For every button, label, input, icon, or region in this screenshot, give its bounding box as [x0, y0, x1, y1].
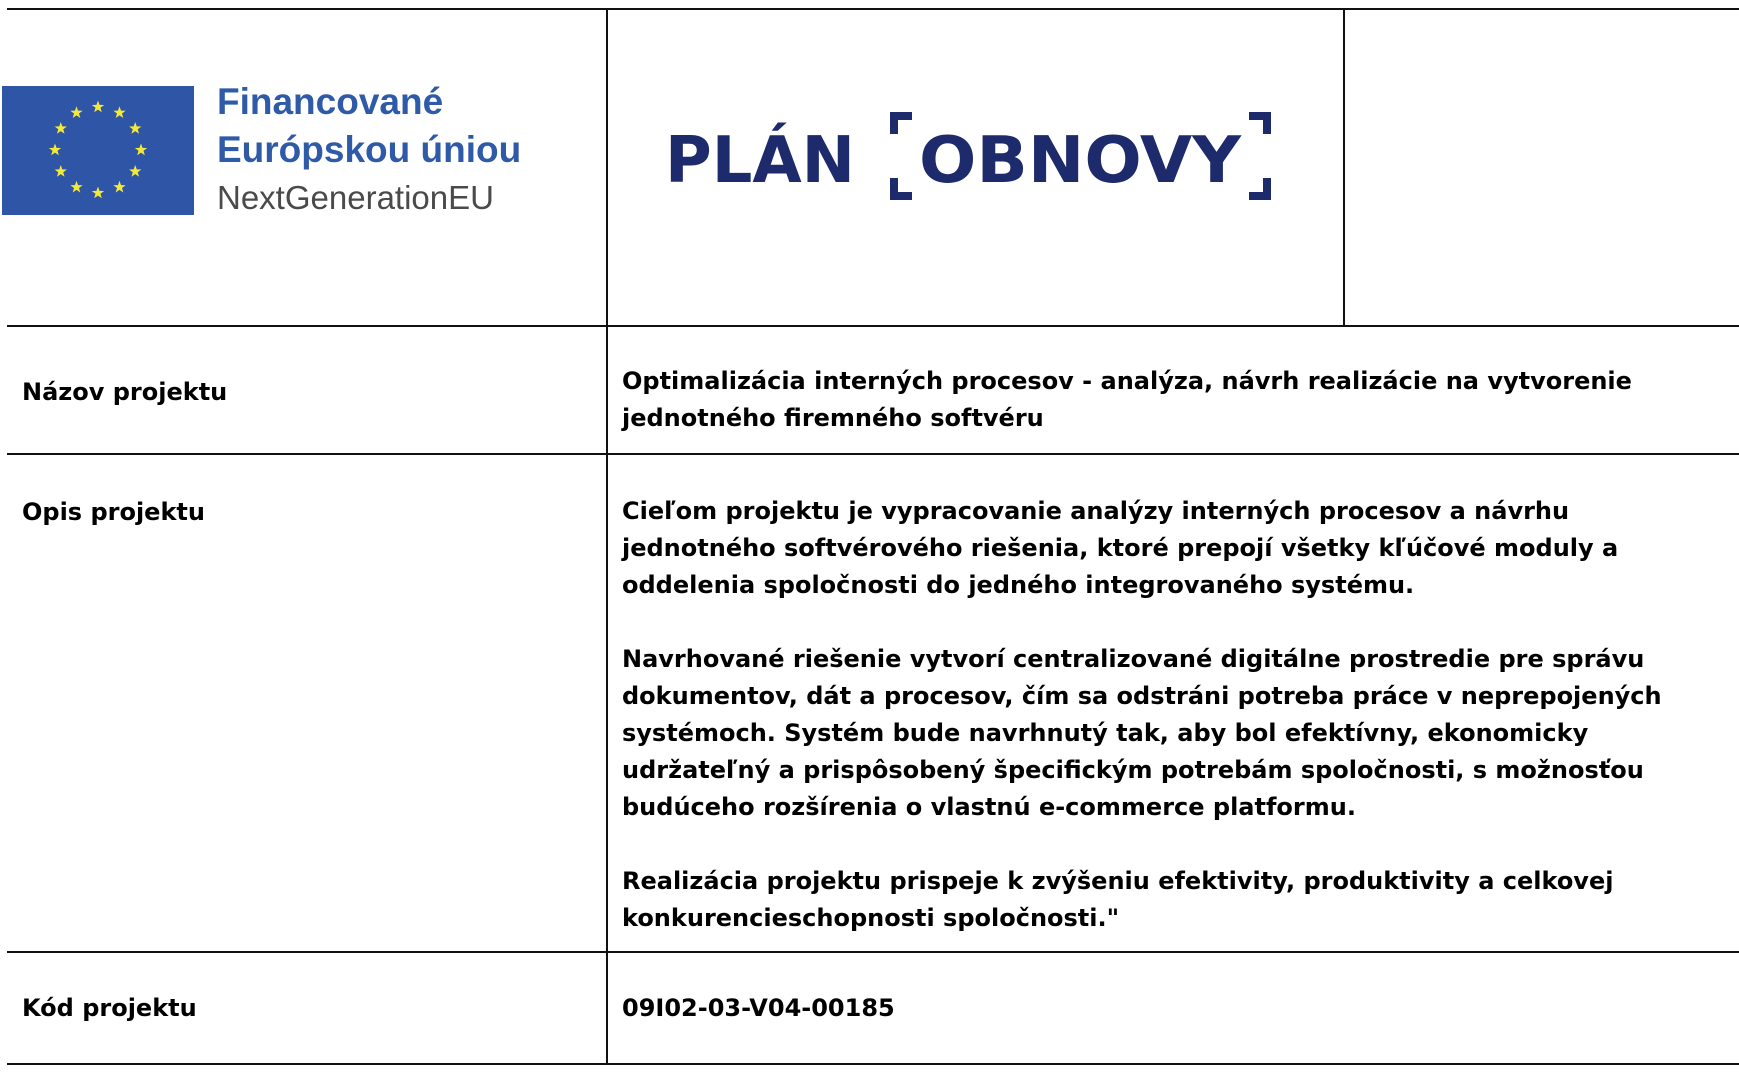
- description-paragraph-3: Realizácia projektu prispeje k zvýšeniu efektivity, produktivity a celkovej konkurencieschopnosti spoločnosti.": [622, 867, 1614, 932]
- table-top-border: [7, 8, 1739, 10]
- header-column-divider: [1343, 8, 1345, 327]
- eu-logo-line2: Európskou úniou: [217, 129, 522, 170]
- description-paragraph-1: Cieľom projektu je vypracovanie analýzy interných procesov a návrhu jednotného softvérového riešenia, ktoré prepojí všetky kľúčové moduly a oddelenia spoločnosti do jedného integrovaného systému.: [622, 497, 1619, 599]
- project-title-text: Optimalizácia interných procesov - analýza, návrh realizácie na vytvorenie jednotného firemného softvéru: [622, 367, 1632, 432]
- project-code-text: 09I02-03-V04-00185: [622, 994, 895, 1022]
- eu-logo-line1: Financované: [217, 81, 444, 122]
- row-divider-title: [7, 453, 1739, 455]
- row-divider-header: [7, 325, 1739, 327]
- plan-logo-word2: OBNOVY: [919, 124, 1242, 198]
- row-divider-description: [7, 951, 1739, 953]
- description-paragraph-2: Navrhované riešenie vytvorí centralizované digitálne prostredie pre správu dokumentov, dát a procesov, čím sa odstráni potreba práce v neprepojených systémoch. Systém bude navrhnutý tak, aby bol efektívny, ekonomicky udržateľný a prispôsobený špecifickým potrebám spoločnosti, s možnosťou budúceho rozšírenia o vlastnú e-commerce platformu.: [622, 645, 1662, 821]
- eu-logo-text: [217, 78, 521, 222]
- eu-flag-icon: [2, 86, 194, 215]
- eu-logo-line3: NextGenerationEU: [217, 179, 494, 216]
- project-description-value: [622, 493, 1722, 937]
- left-bracket-icon: [894, 116, 912, 196]
- right-bracket-icon: [1249, 116, 1267, 196]
- project-code-value: [622, 990, 1722, 1027]
- project-description-label: Opis projektu: [22, 498, 205, 526]
- project-code-label: Kód projektu: [22, 994, 197, 1022]
- project-title-value: [622, 363, 1722, 437]
- plan-obnovy-logo: [662, 110, 1282, 202]
- column-divider: [606, 8, 608, 1065]
- project-title-label: Názov projektu: [22, 378, 228, 406]
- plan-logo-word1: PLÁN: [665, 124, 856, 198]
- table-bottom-border: [7, 1063, 1739, 1065]
